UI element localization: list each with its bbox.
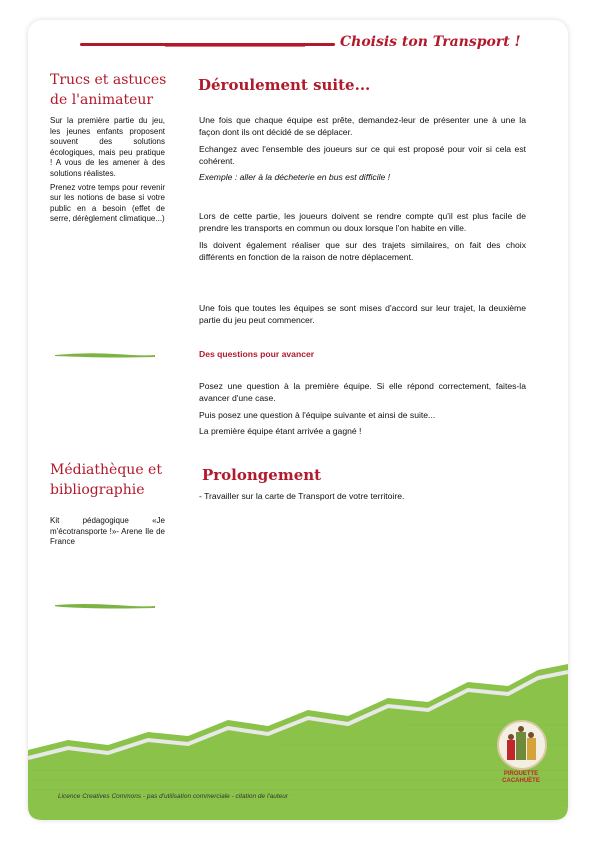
paragraph-7: Posez une question à la première équipe. Si elle répond correctement, faites-la avancer d'une case. [199,381,526,404]
main-block-5 [199,490,526,506]
tips-text [50,116,165,228]
license-text: Licence Creatives Commons - pas d'utilisation commerciale - citation de l'auteur [58,793,289,800]
logo-text-line-1: PIROUETTE [503,771,539,777]
tips-paragraph-1: Sur la première partie du jeu, les jeunes enfants proposent souvent des solutions écologiques, mais peu pratique ! A vous de les amener à des solutions réalistes. [50,116,165,178]
subheading-questions: Des questions pour avancer [199,349,315,359]
main-block-1 [199,114,526,187]
paragraph-8: Puis posez une question à l'équipe suivante et ainsi de suite... [199,409,436,420]
media-title-line-2: bibliographie [50,482,145,498]
logo-text-line-2: CACAHUÈTE [502,778,540,784]
header-rule-thin [165,46,305,47]
grass-divider-1 [55,352,155,358]
main-block-2 [199,210,526,267]
paragraph-10: - Travailler sur la carte de Transport de votre territoire. [199,491,405,501]
paragraph-4: Lors de cette partie, les joueurs doivent se rendre compte qu'il est plus facile de prendre les transports en commun ou doux lorsque l'on habite en ville. [199,211,526,234]
tips-title [50,70,166,110]
paragraph-2: Echangez avec l'ensemble des joueurs sur ce qui est proposé pour voir si cela est cohérent. [199,143,526,166]
paragraph-9: La première équipe étant arrivée a gagné ! [199,425,362,436]
main-block-3 [199,302,526,331]
main-block-4 [199,380,526,441]
example-text: Exemple : aller à la décheterie en bus est difficile ! [199,172,391,183]
page-title: Choisis ton Transport ! [340,34,521,50]
tips-paragraph-2: Prenez votre temps pour revenir sur les notions de base si votre public en a besoin (effet de serre, dérèglement climatique...) [50,182,165,224]
grass-divider-2 [55,603,155,609]
paragraph-1: Une fois que chaque équipe est prête, demandez-leur de présenter une à une la façon dont ils ont décidé de se déplacer. [199,115,526,138]
section-title-deroulement: Déroulement suite... [198,76,371,94]
media-title-line-1: Médiathèque et [50,462,162,478]
section-title-prolongement: Prolongement [202,466,322,484]
tips-title-line-1: Trucs et astuces [50,72,167,88]
media-text [50,516,165,551]
paragraph-5: Ils doivent également réaliser que sur des trajets similaires, on fait des choix différents en fonction de la raison de notre déplacement. [199,239,526,262]
media-paragraph: Kit pédagogique «Je m'écotransporte !»- Arene Ile de France [50,516,165,547]
logo-figures-icon [499,722,545,768]
logo-text [494,771,548,785]
media-title [50,460,162,500]
paragraph-6: Une fois que toutes les équipes se sont mises d'accord sur leur trajet, la deuxième partie du jeu peut commencer. [199,303,526,326]
tips-title-line-2: de l'animateur [50,92,154,108]
pirouette-logo [497,720,547,770]
